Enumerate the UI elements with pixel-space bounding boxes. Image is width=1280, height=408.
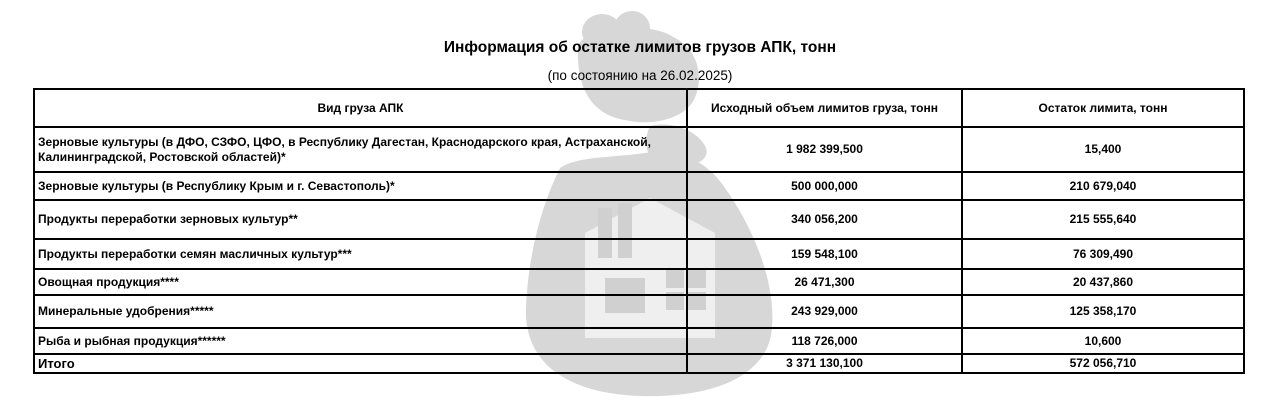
table-row [34, 239, 1244, 269]
cell-total-initial-volume: 3 371 130,100 [687, 354, 962, 373]
cell-cargo-type: Зерновые культуры (в Республику Крым и г. Севастополь)* [34, 172, 687, 200]
cell-total-label: Итого [34, 354, 687, 373]
table-row [34, 200, 1244, 239]
cell-remaining-limit: 76 309,490 [962, 239, 1244, 269]
cell-cargo-type: Продукты переработки семян масличных культур*** [34, 239, 687, 269]
table-row [34, 328, 1244, 354]
cell-cargo-type: Минеральные удобрения***** [34, 295, 687, 328]
cell-cargo-type: Продукты переработки зерновых культур** [34, 200, 687, 239]
header-initial-volume: Исходный объем лимитов груза, тонн [687, 89, 962, 127]
cell-remaining-limit: 20 437,860 [962, 269, 1244, 295]
page-subtitle-date: (по состоянию на 26.02.2025) [547, 68, 733, 83]
table-row [34, 269, 1244, 295]
table-header-row [34, 89, 1244, 127]
table-row [34, 172, 1244, 200]
cell-initial-volume: 1 982 399,500 [687, 127, 962, 172]
cell-total-remaining-limit: 572 056,710 [962, 354, 1244, 373]
cell-remaining-limit: 15,400 [962, 127, 1244, 172]
cell-initial-volume: 243 929,000 [687, 295, 962, 328]
cell-remaining-limit: 210 679,040 [962, 172, 1244, 200]
cell-initial-volume: 118 726,000 [687, 328, 962, 354]
cell-cargo-type: Зерновые культуры (в ДФО, СЗФО, ЦФО, в Республику Дагестан, Краснодарского края, Астраханской, Калининградской, Ростовской областей)* [34, 127, 687, 172]
cell-initial-volume: 500 000,000 [687, 172, 962, 200]
cell-remaining-limit: 125 358,170 [962, 295, 1244, 328]
cell-remaining-limit: 215 555,640 [962, 200, 1244, 239]
header-remaining-limit: Остаток лимита, тонн [962, 89, 1244, 127]
cell-initial-volume: 340 056,200 [687, 200, 962, 239]
cell-initial-volume: 159 548,100 [687, 239, 962, 269]
cell-initial-volume: 26 471,300 [687, 269, 962, 295]
table-row [34, 127, 1244, 172]
cargo-limits-table [33, 88, 1245, 374]
cell-cargo-type: Овощная продукция**** [34, 269, 687, 295]
page-title: Информация об остатке лимитов грузов АПК, тонн [443, 39, 837, 56]
table-total-row [34, 354, 1244, 373]
cell-cargo-type: Рыба и рыбная продукция****** [34, 328, 687, 354]
table-row [34, 295, 1244, 328]
cell-remaining-limit: 10,600 [962, 328, 1244, 354]
header-cargo-type: Вид груза АПК [34, 89, 687, 127]
